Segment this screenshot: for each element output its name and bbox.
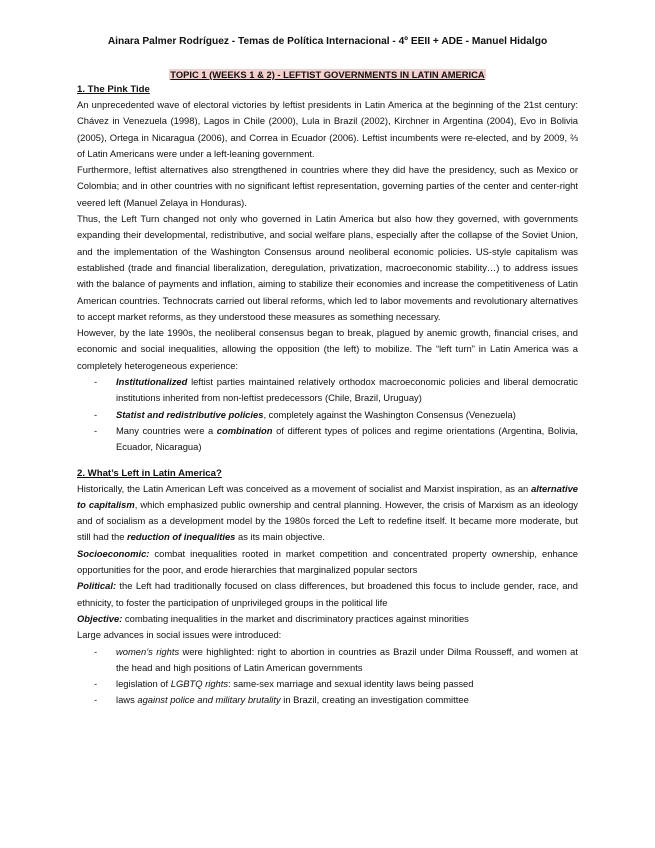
section1-list	[77, 374, 578, 455]
topic-title	[77, 69, 578, 80]
political-paragraph: Political: the Left had traditionally focused on class differences, but broadened this focus to include gender, race, and ethnicity, to foster the participation of unprivileged groups in the political life	[77, 580, 578, 608]
section1-paragraph-2: Furthermore, leftist alternatives also strengthened in countries where they did have the presidency, such as Mexico or Colombia; and in other countries with no significant leftist representation, governing parties of the center and center-right veered left (Manuel Zelaya in Honduras).	[77, 164, 578, 208]
bullet-text: were highlighted: right to abortion in countries as Brazil under Dilma Rousseff, and women at the head and high positions of Latin American governments	[116, 645, 579, 673]
dash-bullet: -	[94, 424, 98, 436]
list-item	[77, 407, 578, 423]
dash-bullet: -	[94, 376, 98, 388]
list-item	[77, 423, 578, 456]
section1-heading: 1. The Pink Tide	[77, 84, 150, 95]
section2-list	[77, 644, 578, 709]
bullet-emphasis: Statist and redistributive policies	[116, 408, 264, 420]
dash-bullet: -	[94, 408, 98, 420]
section2	[77, 468, 578, 709]
list-item	[77, 644, 578, 677]
bullet-text: : same-sex marriage and sexual identity laws being passed	[228, 678, 474, 690]
bullet-text: of different types of polices and regime orientations (Argentina, Bolivia, Ecuador, Nicaragua)	[116, 424, 578, 453]
list-item	[77, 374, 578, 407]
section1-paragraph-3: Thus, the Left Turn changed not only who governed in Latin America but also how they governed, with governments expanding their developmental, redistributive, and social welfare plans, especially after the collapse of the Soviet Union, and the implementation of the Washington Consensus around neoliberal economic policies. US-style capitalism was established (trade and financial liberalization, deregulation, privatization, macroeconomic stability…) to address issues with the balance of payments and inflation, aiming to stabilize their economies and increase the competitiveness of Latin American countries. Technocrats carried out liberal reforms, which led to labor movements and revolutionary alternatives to accept market reforms, as they understood these measures as something necessary.	[77, 213, 578, 322]
objective-paragraph: Objective: combating inequalities in the market and discriminatory practices against minorities	[77, 612, 469, 624]
bullet-emphasis: women’s rights	[116, 645, 180, 657]
section2-paragraph-1: Historically, the Latin American Left was conceived as a movement of socialist and Marxist inspiration, as an alternative to capitalism, which emphasized public ownership and central planning. However, the crisis of Marxism as an ideology and of socialism as a development model by the 1980s forced the Left to redefine itself. It became more moderate, but still had the reduction of inequalities as its main objective.	[77, 482, 578, 543]
dash-bullet: -	[94, 694, 98, 706]
list-item	[77, 692, 578, 708]
dash-bullet: -	[94, 645, 98, 657]
bullet-text: , completely against the Washington Consensus (Venezuela)	[263, 408, 516, 420]
bullet-emphasis: Institutionalized	[116, 376, 188, 388]
bullet-emphasis: combination	[216, 424, 273, 436]
section2-heading: 2. What’s Left in Latin America?	[77, 467, 222, 479]
bullet-emphasis: against police and military brutality	[137, 694, 281, 706]
bullet-text: leftist parties maintained relatively orthodox macroeconomic policies and liberal democratic institutions inherited from non-leftist predecessors (Chile, Brazil, Uruguay)	[116, 376, 578, 404]
list-item	[77, 676, 578, 692]
page-header: Ainara Palmer Rodríguez - Temas de Política Internacional - 4º EEII + ADE - Manuel Hidalgo	[107, 36, 548, 47]
bullet-prefix: laws	[116, 694, 138, 706]
section1-paragraph-4: However, by the late 1990s, the neoliberal consensus began to break, plagued by anemic growth, financial crises, and economic and social inequalities, allowing the opposition (the left) to mobilize. The “left turn” in Latin America was a completely heterogeneous experience:	[77, 327, 578, 371]
dash-bullet: -	[94, 678, 98, 690]
bullet-prefix: Many countries were a	[116, 424, 217, 436]
social-issues-intro: Large advances in social issues were introduced:	[77, 629, 282, 641]
section1-paragraph-1: An unprecedented wave of electoral victories by leftist presidents in Latin America at the beginning of the 21st century: Chávez in Venezuela (1998), Lagos in Chile (2000), Lula in Brazil (2002), Kirchner in Argentina (2004), Evo in Bolivia (2005), Ortega in Nicaragua (2006), and Correa in Ecuador (2006). Leftist incumbents were re-elected, and by 2009, ⅔ of Latin Americans were under a left-leaning government.	[77, 99, 578, 159]
topic-title-text: TOPIC 1 (WEEKS 1 & 2) - LEFTIST GOVERNMENTS IN LATIN AMERICA	[170, 69, 485, 80]
socioeconomic-paragraph: Socioeconomic: combat inequalities rooted in market competition and concentrated property ownership, enhance opportunities for the poor, and erode hierarchies that marginalized popular sectors	[77, 547, 578, 576]
bullet-emphasis: LGBTQ rights	[170, 678, 229, 690]
bullet-prefix: legislation of	[116, 678, 171, 690]
bullet-text: in Brazil, creating an investigation committee	[280, 694, 469, 706]
